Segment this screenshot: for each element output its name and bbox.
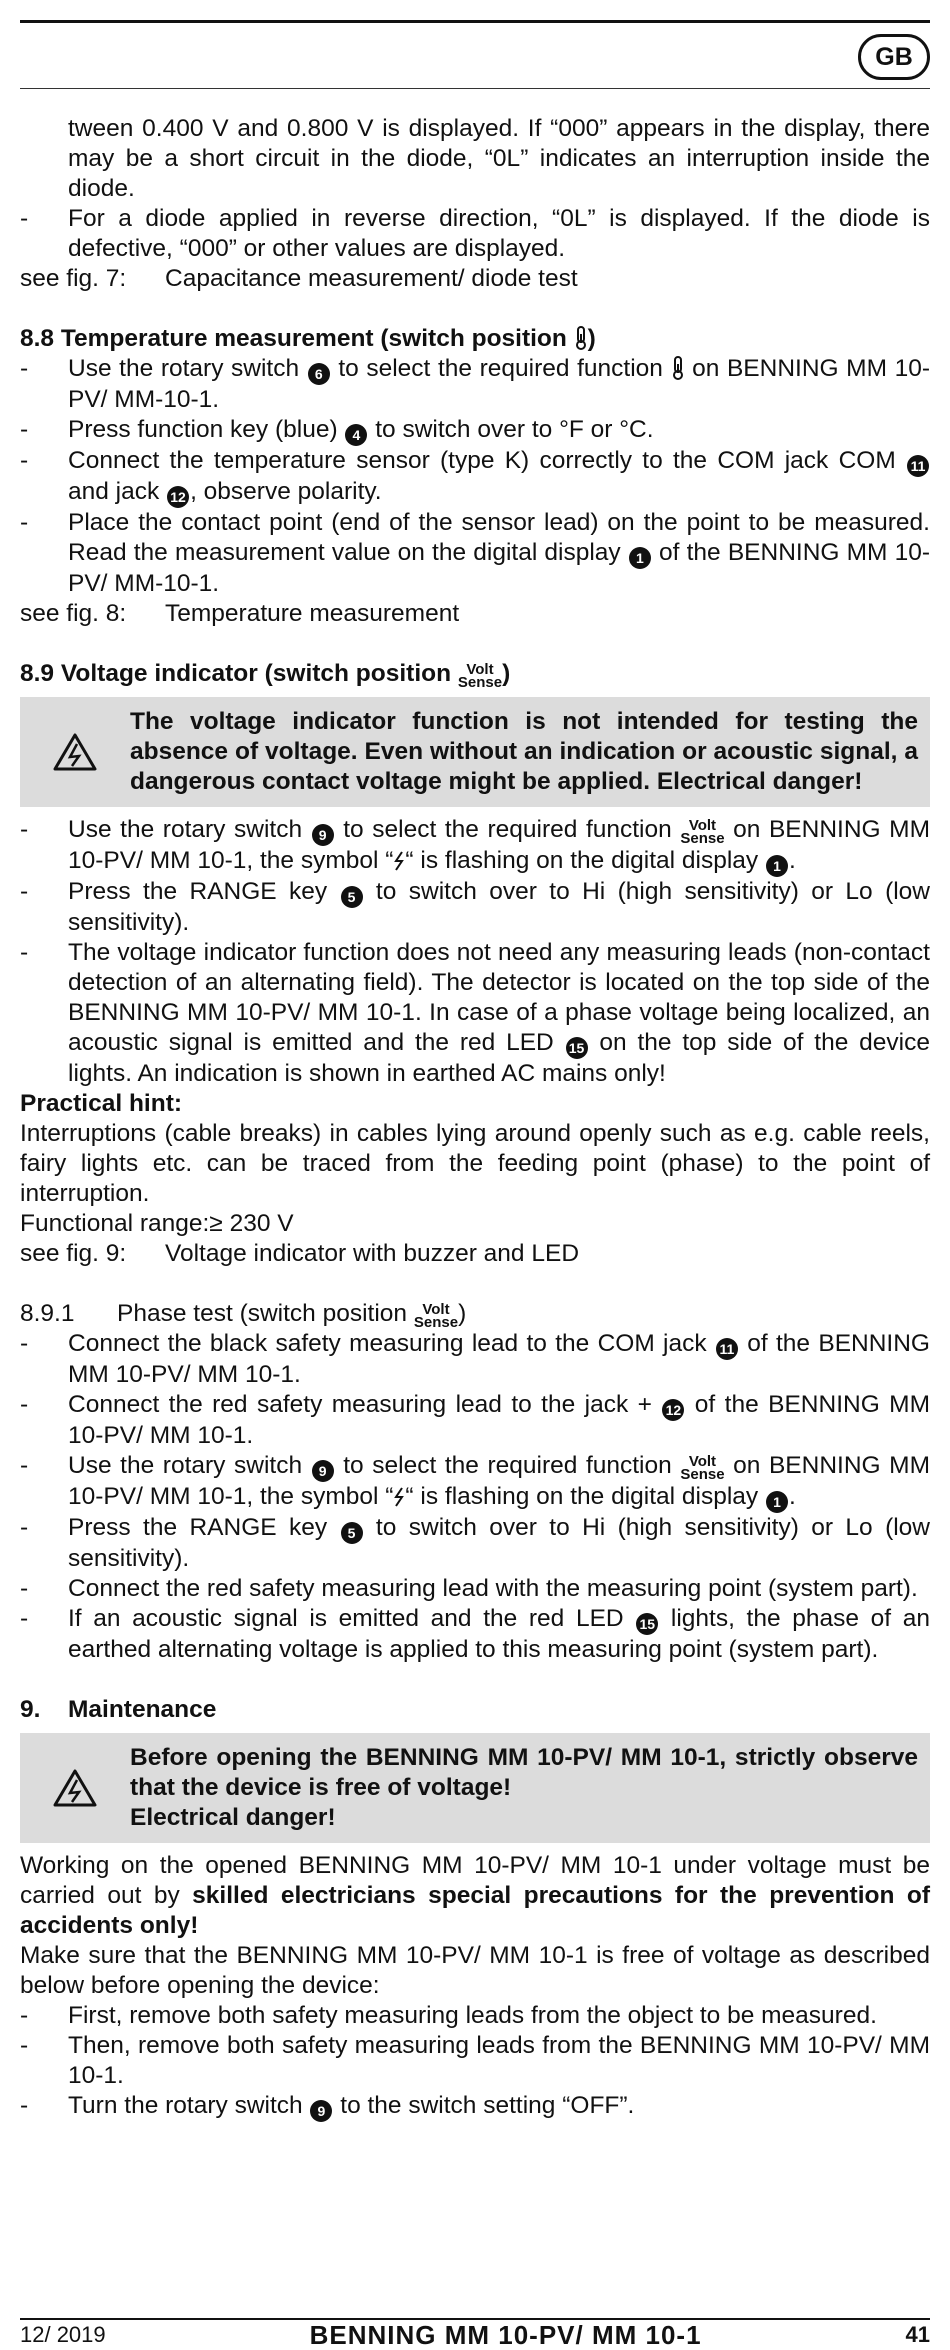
maintenance-paragraph: Make sure that the BENNING MM 10-PV/ MM 10-1 is free of voltage as described below before opening the device: xyxy=(20,1942,930,1999)
list-item: - The voltage indicator function does not need any measuring leads (non-contact detection of an alternating field). The detector is located on the top side of the BENNING MM 10-PV/ MM 10-1. In case of a phase voltage being localized, an acoustic signal is emitted and the red LED 15 on the top side of the device lights. An indication is shown in earthed AC mains only! xyxy=(20,939,930,1087)
intro-paragraph: tween 0.400 V and 0.800 V is displayed. If “000” appears in the display, there may be a short circuit in the diode, “0L” indicates an interruption inside the diode. xyxy=(68,115,930,202)
volt-sense-symbol: Volt Sense xyxy=(680,817,725,847)
footer xyxy=(20,2322,930,2348)
practical-hint-title: Practical hint: xyxy=(20,1090,183,1117)
list-item: - Use the rotary switch 9 to select the required function Volt Sense on BENNING MM 10-PV/ MM 10-1, the symbol “ “ is flashing on the digital display 1 . xyxy=(20,815,930,877)
figure-reference: see fig. 7: Capacitance measurement/ diode test xyxy=(20,265,578,292)
callout-number: 1 xyxy=(766,1491,788,1513)
callout-number: 4 xyxy=(345,424,367,446)
warning-triangle-icon xyxy=(53,732,97,772)
top-rule xyxy=(20,20,930,23)
list-item: - For a diode applied in reverse direction, “0L” is displayed. If the diode is defective, “000” or other values are displayed. xyxy=(20,205,930,262)
callout-number: 9 xyxy=(312,1460,334,1482)
callout-number: 15 xyxy=(566,1037,588,1059)
list-item: - Press the RANGE key 5 to switch over to Hi (high sensitivity) or Lo (low sensitivity). xyxy=(20,878,931,936)
list-item: - If an acoustic signal is emitted and the red LED 15 lights, the phase of an earthed alternating voltage is applied to this measuring point (system part). xyxy=(20,1605,930,1663)
callout-number: 12 xyxy=(167,486,189,508)
maintenance-paragraph: Working on the opened BENNING MM 10-PV/ MM 10-1 under voltage must be carried out by skilled electricians special precautions for the prevention of accidents only! xyxy=(20,1852,931,1939)
list-item: - Press function key (blue) 4 to switch over to °F or °C. xyxy=(20,415,930,446)
language-badge: GB xyxy=(858,34,930,80)
footer-date: 12/ 2019 xyxy=(20,2322,106,2347)
section-heading-8-8: 8.8 Temperature measurement (switch position ) xyxy=(20,325,596,352)
header-rule xyxy=(20,88,930,89)
warning-triangle-icon xyxy=(53,1768,97,1808)
warning-box: The voltage indicator function is not intended for testing the absence of voltage. Even without an indication or acoustic signal, a dangerous contact voltage might be applied. Electrical danger! xyxy=(20,697,930,807)
figure-reference: see fig. 8: Temperature measurement xyxy=(20,600,460,627)
callout-number: 11 xyxy=(716,1338,738,1360)
callout-number: 1 xyxy=(629,547,651,569)
list-item: - Connect the temperature sensor (type K) correctly to the COM jack COM 11 and jack 12 , observe polarity. xyxy=(20,446,930,508)
volt-sense-symbol: Volt Sense xyxy=(457,661,503,691)
callout-number: 9 xyxy=(310,2100,332,2122)
section-heading-9: 9. Maintenance xyxy=(20,1696,217,1723)
list-item: - Use the rotary switch 6 to select the required function on BENNING MM 10-PV/ MM-10-1. xyxy=(20,355,930,413)
section-heading-8-9-1: 8.9.1 Phase test (switch position Volt Sense ) xyxy=(20,1300,467,1331)
practical-hint-text: Interruptions (cable breaks) in cables lying around openly such as e.g. cable reels, fairy lights etc. can be traced from the feeding point (phase) to the point of interruption. xyxy=(20,1120,930,1207)
callout-number: 6 xyxy=(308,363,330,385)
list-item: - Connect the red safety measuring lead with the measuring point (system part). xyxy=(20,1575,918,1602)
warning-box: Before opening the BENNING MM 10-PV/ MM 10-1, strictly observe that the device is free of voltage! Electrical danger! xyxy=(20,1733,930,1843)
flash-icon xyxy=(393,1487,405,1507)
page-content xyxy=(20,114,930,2122)
thermometer-icon xyxy=(574,326,588,350)
callout-number: 11 xyxy=(907,455,929,477)
volt-sense-symbol: Volt Sense xyxy=(680,1453,725,1483)
list-item: - Then, remove both safety measuring leads from the BENNING MM 10-PV/ MM 10-1. xyxy=(20,2032,930,2089)
list-item: - Place the contact point (end of the sensor lead) on the point to be measured. Read the measurement value on the digital display 1 of the BENNING MM 10-PV/ MM-10-1. xyxy=(20,509,930,597)
callout-number: 9 xyxy=(312,824,334,846)
callout-number: 12 xyxy=(662,1399,684,1421)
functional-range: Functional range:≥ 230 V xyxy=(20,1210,294,1237)
page-number: 41 xyxy=(905,2322,930,2347)
flash-icon xyxy=(393,851,405,871)
callout-number: 5 xyxy=(341,1522,363,1544)
list-item: - Connect the black safety measuring lead to the COM jack 11 of the BENNING MM 10-PV/ MM 10-1. xyxy=(20,1330,930,1388)
callout-number: 1 xyxy=(766,855,788,877)
list-item: - Turn the rotary switch 9 to the switch setting “OFF”. xyxy=(20,2091,930,2122)
callout-number: 5 xyxy=(341,886,363,908)
footer-title: BENNING MM 10-PV/ MM 10-1 xyxy=(309,2320,702,2350)
section-heading-8-9: 8.9 Voltage indicator (switch position Volt Sense ) xyxy=(20,660,511,691)
list-item: - Use the rotary switch 9 to select the required function Volt Sense on BENNING MM 10-PV/ MM 10-1, the symbol “ “ is flashing on the digital display 1 . xyxy=(20,1451,930,1513)
list-item: - Press the RANGE key 5 to switch over to Hi (high sensitivity) or Lo (low sensitivity). xyxy=(20,1514,931,1572)
volt-sense-symbol: Volt Sense xyxy=(413,1301,459,1331)
callout-number: 15 xyxy=(636,1613,658,1635)
figure-reference: see fig. 9: Voltage indicator with buzzer and LED xyxy=(20,1240,580,1267)
list-item: - Connect the red safety measuring lead to the jack + 12 of the BENNING MM 10-PV/ MM 10-1. xyxy=(20,1391,930,1449)
list-item: - First, remove both safety measuring leads from the object to be measured. xyxy=(20,2002,877,2029)
thermometer-icon xyxy=(671,356,685,380)
